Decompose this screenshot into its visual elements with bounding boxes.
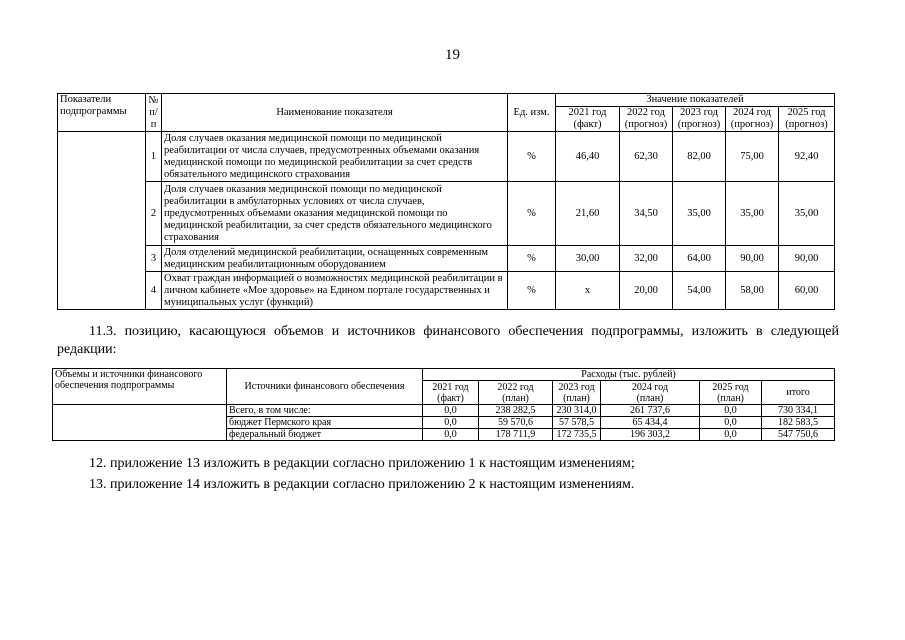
header-year-2023: 2023 год (прогноз) <box>673 107 726 132</box>
row-number: 3 <box>146 246 162 272</box>
item-12: 12. приложение 13 изложить в редакции согласно приложению 1 к настоящим изменениям; <box>89 456 635 471</box>
header-year-2022: 2022 год (план) <box>479 381 553 405</box>
header-year-2021: 2021 год (факт) <box>556 107 620 132</box>
table-row <box>58 132 835 182</box>
value-2025: 35,00 <box>779 182 835 246</box>
table-row <box>53 405 835 417</box>
header-year-2025: 2025 год (план) <box>700 381 762 405</box>
header-row-number: № п/п <box>146 94 162 132</box>
value-2023: 35,00 <box>673 182 726 246</box>
financing-table <box>52 368 835 441</box>
indicator-unit: % <box>508 132 556 182</box>
value-2024: 35,00 <box>726 182 779 246</box>
amount-2021: 0,0 <box>423 429 479 441</box>
header-indicator-name: Наименование показателя <box>162 94 508 132</box>
header-year-2021: 2021 год (факт) <box>423 381 479 405</box>
value-2024: 75,00 <box>726 132 779 182</box>
item-13: 13. приложение 14 изложить в редакции согласно приложению 2 к настоящим изменениям. <box>89 477 635 492</box>
amount-2022: 178 711,9 <box>479 429 553 441</box>
row-number: 1 <box>146 132 162 182</box>
header-year-2022: 2022 год (прогноз) <box>620 107 673 132</box>
value-2022: 62,30 <box>620 132 673 182</box>
value-2022: 32,00 <box>620 246 673 272</box>
row-number: 4 <box>146 272 162 310</box>
header-subprogram-indicators: Показатели подпрограммы <box>58 94 146 132</box>
volumes-blank-cell <box>53 405 227 441</box>
amount-2025: 0,0 <box>700 417 762 429</box>
header-total: итого <box>762 381 835 405</box>
indicator-name: Доля случаев оказания медицинской помощи по медицинской реабилитации от числа случаев, предусмотренных объемами оказания медицинской помощи по медицинской реабилитации за счет средств обязательного медицинского страхования <box>162 132 508 182</box>
value-2023: 54,00 <box>673 272 726 310</box>
amount-total: 182 583,5 <box>762 417 835 429</box>
value-2022: 34,50 <box>620 182 673 246</box>
value-2021: 30,00 <box>556 246 620 272</box>
value-2024: 90,00 <box>726 246 779 272</box>
header-values-group: Значение показателей <box>556 94 835 107</box>
value-2025: 92,40 <box>779 132 835 182</box>
page-number: 19 <box>445 47 460 63</box>
amount-2025: 0,0 <box>700 405 762 417</box>
value-2023: 64,00 <box>673 246 726 272</box>
header-year-2024: 2024 год (прогноз) <box>726 107 779 132</box>
indicator-unit: % <box>508 272 556 310</box>
table-row <box>58 246 835 272</box>
amount-2021: 0,0 <box>423 417 479 429</box>
amount-2023: 230 314,0 <box>553 405 601 417</box>
value-2024: 58,00 <box>726 272 779 310</box>
indicator-name: Доля отделений медицинской реабилитации, оснащенных современным медицинским реабилитационным оборудованием <box>162 246 508 272</box>
header-year-2024: 2024 год (план) <box>601 381 700 405</box>
indicator-unit: % <box>508 182 556 246</box>
amount-2023: 172 735,5 <box>553 429 601 441</box>
paragraph-11-3: 11.3. позицию, касающуюся объемов и источников финансового обеспечения подпрограммы, изложить в следующей редакции: <box>57 324 839 357</box>
header-year-2023: 2023 год (план) <box>553 381 601 405</box>
value-2025: 90,00 <box>779 246 835 272</box>
financing-source: Всего, в том числе: <box>227 405 423 417</box>
table-row <box>58 182 835 246</box>
table-row <box>58 272 835 310</box>
financing-source: бюджет Пермского края <box>227 417 423 429</box>
value-2022: 20,00 <box>620 272 673 310</box>
amount-2023: 57 578,5 <box>553 417 601 429</box>
indicators-table <box>57 93 835 310</box>
amount-2025: 0,0 <box>700 429 762 441</box>
amount-total: 547 750,6 <box>762 429 835 441</box>
amount-total: 730 334,1 <box>762 405 835 417</box>
header-financing-volumes: Объемы и источники финансового обеспечения подпрограммы <box>53 369 227 405</box>
amount-2022: 59 570,6 <box>479 417 553 429</box>
value-2021: 21,60 <box>556 182 620 246</box>
indicator-name: Охват граждан информацией о возможностях медицинской реабилитации в личном кабинете «Мое здоровье» на Едином портале государственных и муниципальных услуг (функций) <box>162 272 508 310</box>
subprogram-blank-cell <box>58 132 146 310</box>
value-2021: 46,40 <box>556 132 620 182</box>
amount-2024: 196 303,2 <box>601 429 700 441</box>
indicator-name: Доля случаев оказания медицинской помощи по медицинской реабилитации в амбулаторных условиях от числа случаев, предусмотренных объемами оказания медицинской помощи по медицинской реабилитации, за счет средств обязательного медицинского страхования <box>162 182 508 246</box>
value-2023: 82,00 <box>673 132 726 182</box>
header-financing-sources: Источники финансового обеспечения <box>227 369 423 405</box>
header-expenses-group: Расходы (тыс. рублей) <box>423 369 835 381</box>
amount-2024: 261 737,6 <box>601 405 700 417</box>
amount-2022: 238 282,5 <box>479 405 553 417</box>
amount-2021: 0,0 <box>423 405 479 417</box>
amount-2024: 65 434,4 <box>601 417 700 429</box>
row-number: 2 <box>146 182 162 246</box>
indicator-unit: % <box>508 246 556 272</box>
header-year-2025: 2025 год (прогноз) <box>779 107 835 132</box>
header-unit: Ед. изм. <box>508 94 556 132</box>
value-2025: 60,00 <box>779 272 835 310</box>
financing-source: федеральный бюджет <box>227 429 423 441</box>
value-2021: х <box>556 272 620 310</box>
